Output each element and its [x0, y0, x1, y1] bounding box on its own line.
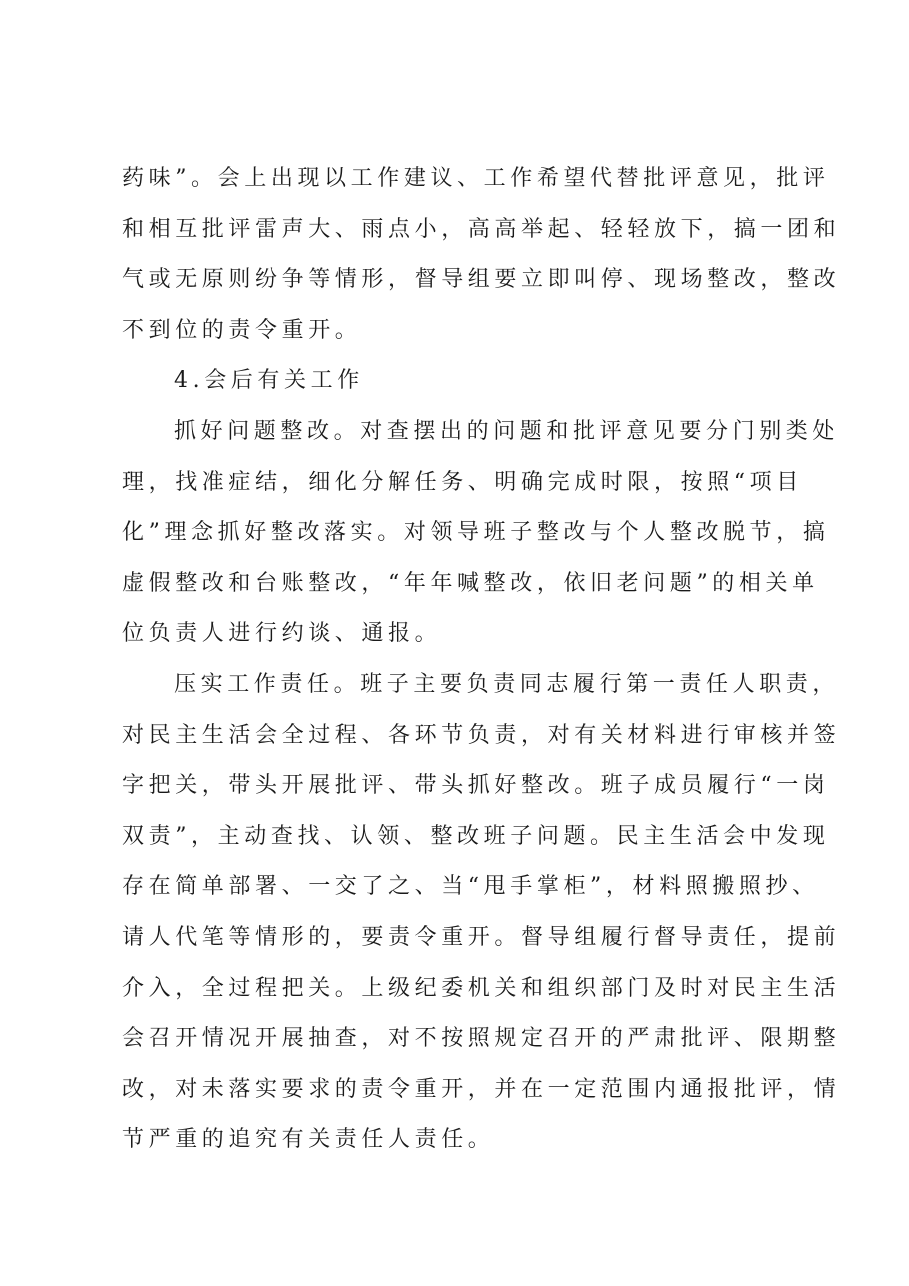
- text-line: 气或无原则纷争等情形，督导组要立即叫停、现场整改，整改: [122, 267, 841, 293]
- text-line: 理，找准症结，细化分解任务、明确完成时限，按照“项目: [122, 469, 803, 495]
- text-line: 对民主生活会全过程、各环节负责，对有关材料进行审核并签: [122, 722, 841, 748]
- text-line: 请人代笔等情形的，要责令重开。督导组履行督导责任，提前: [122, 924, 841, 950]
- text-line: 不到位的责令重开。: [122, 317, 362, 343]
- text-line: 化”理念抓好整改落实。对领导班子整改与个人整改脱节，搞: [122, 520, 830, 546]
- text-line: 节严重的追究有关责任人责任。: [122, 1127, 495, 1153]
- text-line: 抓好问题整改。对查摆出的问题和批评意见要分门别类处: [174, 418, 840, 444]
- document-body: [122, 154, 841, 1166]
- text-line: 位负责人进行约谈、通报。: [122, 621, 442, 647]
- text-line: 虚假整改和台账整改，“年年喊整改，依旧老问题”的相关单: [122, 570, 819, 596]
- text-line: 双责”，主动查找、认领、整改班子问题。民主生活会中发现: [122, 823, 830, 849]
- text-line: 字把关，带头开展批评、带头抓好整改。班子成员履行“一岗: [122, 773, 830, 799]
- text-line: 会召开情况开展抽查，对不按照规定召开的严肃批评、限期整: [122, 1026, 841, 1052]
- text-line: 介入，全过程把关。上级纪委机关和组织部门及时对民主生活: [122, 975, 841, 1001]
- text-line: 药味”。会上出现以工作建议、工作希望代替批评意见，批评: [122, 166, 830, 191]
- section-heading: 4.会后有关工作: [174, 368, 364, 394]
- text-line: 改，对未落实要求的责令重开，并在一定范围内通报批评，情: [122, 1076, 841, 1102]
- text-line: 和相互批评雷声大、雨点小，高高举起、轻轻放下，搞一团和: [122, 216, 841, 242]
- text-line: 存在简单部署、一交了之、当“甩手掌柜”，材料照搬照抄、: [122, 874, 819, 900]
- text-line: 压实工作责任。班子主要负责同志履行第一责任人职责，: [174, 671, 840, 697]
